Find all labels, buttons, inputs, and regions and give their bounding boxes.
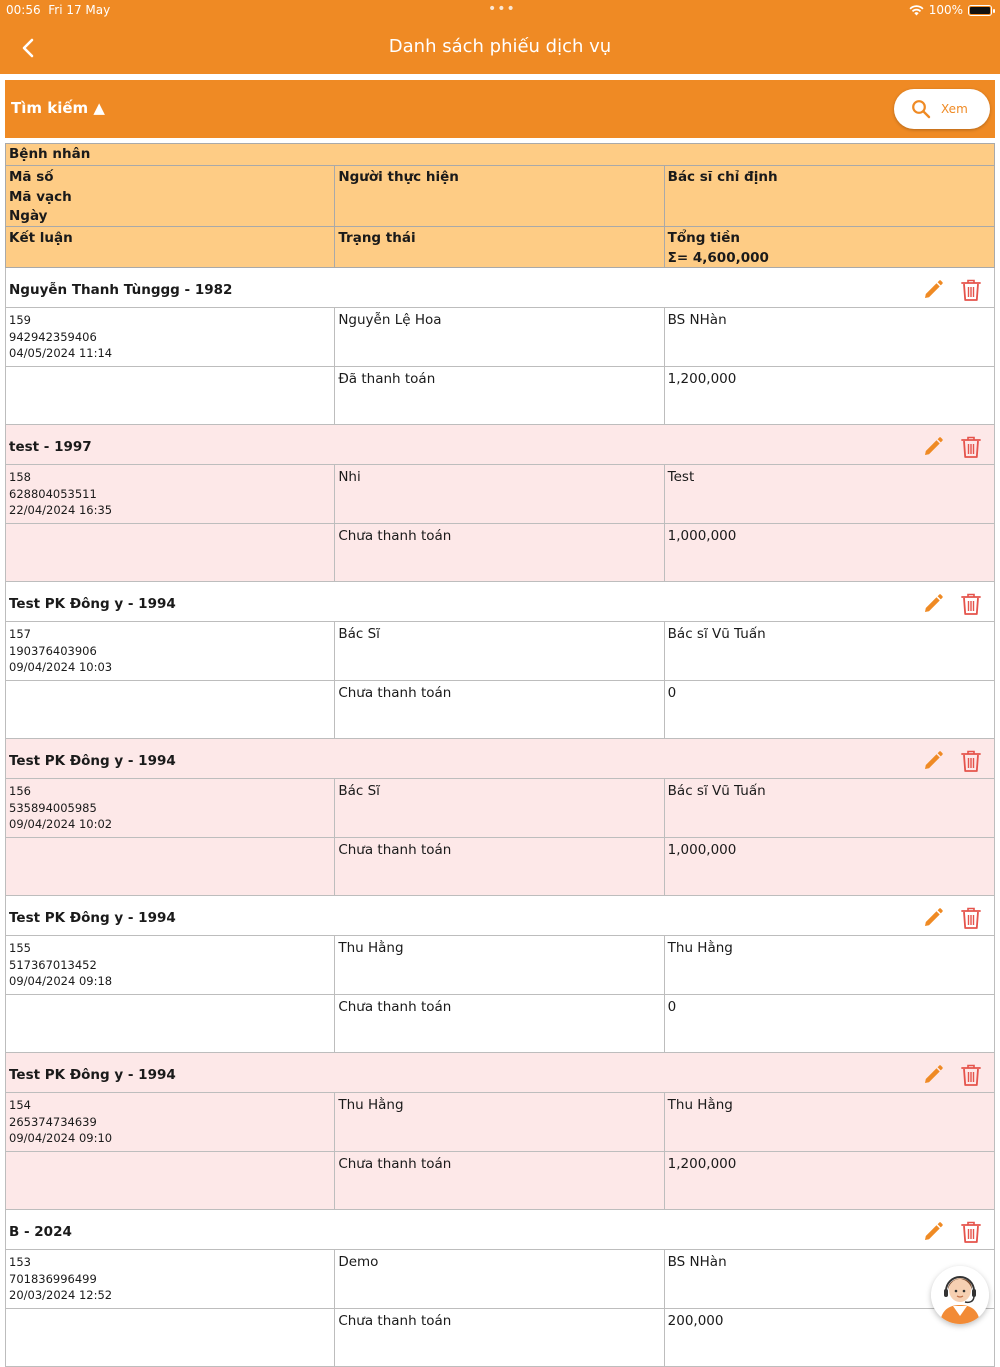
record-performer: Demo bbox=[335, 1250, 664, 1308]
record-status: Chưa thanh toán bbox=[335, 1152, 664, 1209]
record-doctor: Bác sĩ Vũ Tuấn bbox=[667, 783, 766, 799]
edit-pencil-icon[interactable] bbox=[922, 907, 944, 933]
record-performer: Thu Hằng bbox=[335, 936, 664, 994]
record-conclusion bbox=[6, 838, 335, 895]
delete-trash-icon[interactable] bbox=[960, 592, 982, 620]
record-barcode: 190376403906 bbox=[9, 643, 97, 658]
record-status: Chưa thanh toán bbox=[335, 681, 664, 738]
record-date: 22/04/2024 16:35 bbox=[9, 503, 113, 517]
table-header bbox=[5, 143, 995, 268]
record-doctor: Thu Hằng bbox=[667, 940, 733, 956]
delete-trash-icon[interactable] bbox=[960, 749, 982, 777]
record-ids bbox=[6, 622, 335, 680]
patient-name: Nguyễn Thanh Tùnggg - 1982 bbox=[9, 282, 233, 298]
record-info-row bbox=[6, 936, 994, 994]
patient-name: Test PK Đông y - 1994 bbox=[9, 910, 176, 926]
record-status-row bbox=[6, 523, 994, 581]
record-status: Chưa thanh toán bbox=[335, 995, 664, 1052]
record-ids bbox=[6, 465, 335, 523]
record-ids bbox=[6, 779, 335, 837]
battery-icon bbox=[968, 5, 992, 16]
record-status-row bbox=[6, 366, 994, 424]
view-button[interactable] bbox=[894, 89, 990, 129]
record-amount: 0 bbox=[667, 999, 677, 1015]
multitask-dots[interactable]: ••• bbox=[488, 1, 516, 17]
record-performer: Thu Hằng bbox=[335, 1093, 664, 1151]
patient-name: test - 1997 bbox=[9, 439, 92, 455]
record-code: 159 bbox=[9, 313, 31, 327]
record-doctor: Bác sĩ Vũ Tuấn bbox=[667, 626, 766, 642]
record-ids bbox=[6, 1093, 335, 1151]
record-header bbox=[6, 739, 994, 779]
table-row[interactable] bbox=[5, 425, 995, 582]
record-barcode: 265374734639 bbox=[9, 1114, 97, 1129]
record-date: 09/04/2024 09:18 bbox=[9, 974, 113, 988]
record-code: 156 bbox=[9, 784, 31, 798]
patient-name: B - 2024 bbox=[9, 1224, 72, 1240]
edit-pencil-icon[interactable] bbox=[922, 750, 944, 776]
record-info-row bbox=[6, 1093, 994, 1151]
battery-percent: 100% bbox=[928, 3, 963, 17]
record-status: Đã thanh toán bbox=[335, 367, 664, 424]
record-barcode: 517367013452 bbox=[9, 957, 97, 972]
record-header bbox=[6, 896, 994, 936]
table-row[interactable] bbox=[5, 1053, 995, 1210]
record-performer: Nguyễn Lệ Hoa bbox=[335, 308, 664, 366]
record-conclusion bbox=[6, 524, 335, 581]
header-conclusion: Kết luận bbox=[9, 230, 73, 246]
record-code: 153 bbox=[9, 1255, 31, 1269]
header-total: Tổng tiền bbox=[667, 230, 740, 246]
record-info-row bbox=[6, 1250, 994, 1308]
patient-name: Test PK Đông y - 1994 bbox=[9, 596, 176, 612]
record-info-row bbox=[6, 465, 994, 523]
record-amount: 1,200,000 bbox=[667, 1156, 737, 1172]
edit-pencil-icon[interactable] bbox=[922, 593, 944, 619]
record-status: Chưa thanh toán bbox=[335, 838, 664, 895]
record-info-row bbox=[6, 622, 994, 680]
header-patient: Bệnh nhân bbox=[9, 146, 91, 162]
record-date: 09/04/2024 10:03 bbox=[9, 660, 113, 674]
record-doctor: BS NHàn bbox=[667, 312, 727, 328]
record-amount: 0 bbox=[667, 685, 677, 701]
patient-name: Test PK Đông y - 1994 bbox=[9, 753, 176, 769]
record-code: 154 bbox=[9, 1098, 31, 1112]
record-status-row bbox=[6, 994, 994, 1052]
record-info-row bbox=[6, 779, 994, 837]
edit-pencil-icon[interactable] bbox=[922, 1221, 944, 1247]
record-conclusion bbox=[6, 995, 335, 1052]
table-row[interactable] bbox=[5, 739, 995, 896]
navigation-bar bbox=[0, 28, 1000, 68]
delete-trash-icon[interactable] bbox=[960, 435, 982, 463]
wifi-icon bbox=[909, 5, 924, 16]
record-amount: 1,000,000 bbox=[667, 842, 737, 858]
header-code: Mã số bbox=[9, 169, 54, 185]
support-avatar-button[interactable] bbox=[931, 1266, 989, 1324]
header-date: Ngày bbox=[9, 208, 48, 224]
record-header bbox=[6, 582, 994, 622]
support-agent-icon bbox=[931, 1266, 989, 1324]
header-status: Trạng thái bbox=[338, 230, 416, 246]
record-header bbox=[6, 425, 994, 465]
status-bar bbox=[0, 0, 1000, 20]
record-doctor: Thu Hằng bbox=[667, 1097, 733, 1113]
delete-trash-icon[interactable] bbox=[960, 1063, 982, 1091]
service-table bbox=[5, 143, 995, 1367]
patient-name: Test PK Đông y - 1994 bbox=[9, 1067, 176, 1083]
edit-pencil-icon[interactable] bbox=[922, 279, 944, 305]
record-date: 04/05/2024 11:14 bbox=[9, 346, 113, 360]
table-row[interactable] bbox=[5, 1210, 995, 1367]
record-doctor: BS NHàn bbox=[667, 1254, 727, 1270]
search-icon bbox=[911, 99, 931, 119]
table-row[interactable] bbox=[5, 896, 995, 1053]
header-barcode: Mã vạch bbox=[9, 188, 72, 205]
record-conclusion bbox=[6, 681, 335, 738]
record-performer: Nhi bbox=[335, 465, 664, 523]
page-title: Danh sách phiếu dịch vụ bbox=[388, 36, 612, 57]
record-ids bbox=[6, 1250, 335, 1308]
record-doctor: Test bbox=[667, 469, 695, 485]
record-status-row bbox=[6, 837, 994, 895]
record-code: 158 bbox=[9, 470, 31, 484]
record-barcode: 628804053511 bbox=[9, 486, 97, 501]
record-barcode: 535894005985 bbox=[9, 800, 97, 815]
record-code: 155 bbox=[9, 941, 31, 955]
record-status-row bbox=[6, 680, 994, 738]
delete-trash-icon[interactable] bbox=[960, 1220, 982, 1248]
search-toggle[interactable]: Tìm kiếm ▲ bbox=[11, 99, 105, 117]
header-doctor: Bác sĩ chỉ định bbox=[667, 169, 778, 185]
delete-trash-icon[interactable] bbox=[960, 278, 982, 306]
edit-pencil-icon[interactable] bbox=[922, 1064, 944, 1090]
status-time: 00:56 Fri 17 May bbox=[6, 3, 111, 17]
record-amount: 200,000 bbox=[667, 1313, 724, 1329]
record-status: Chưa thanh toán bbox=[335, 524, 664, 581]
record-date: 09/04/2024 10:02 bbox=[9, 817, 113, 831]
record-header bbox=[6, 268, 994, 308]
record-date: 20/03/2024 12:52 bbox=[9, 1288, 113, 1302]
record-status: Chưa thanh toán bbox=[335, 1309, 664, 1366]
table-row[interactable] bbox=[5, 268, 995, 425]
record-amount: 1,200,000 bbox=[667, 371, 737, 387]
app-header bbox=[0, 0, 1000, 74]
record-status-row bbox=[6, 1308, 994, 1366]
record-performer: Bác Sĩ bbox=[335, 779, 664, 837]
record-list bbox=[5, 268, 995, 1367]
record-date: 09/04/2024 09:10 bbox=[9, 1131, 113, 1145]
view-button-label: Xem bbox=[941, 102, 968, 116]
record-barcode: 701836996499 bbox=[9, 1271, 97, 1286]
record-header bbox=[6, 1053, 994, 1093]
edit-pencil-icon[interactable] bbox=[922, 436, 944, 462]
record-barcode: 942942359406 bbox=[9, 329, 97, 344]
record-info-row bbox=[6, 308, 994, 366]
record-conclusion bbox=[6, 1152, 335, 1209]
record-code: 157 bbox=[9, 627, 31, 641]
delete-trash-icon[interactable] bbox=[960, 906, 982, 934]
record-header bbox=[6, 1210, 994, 1250]
record-ids bbox=[6, 308, 335, 366]
search-panel bbox=[5, 80, 995, 138]
record-conclusion bbox=[6, 367, 335, 424]
record-ids bbox=[6, 936, 335, 994]
header-sum: Σ= 4,600,000 bbox=[667, 249, 769, 266]
record-amount: 1,000,000 bbox=[667, 528, 737, 544]
table-row[interactable] bbox=[5, 582, 995, 739]
record-status-row bbox=[6, 1151, 994, 1209]
record-conclusion bbox=[6, 1309, 335, 1366]
header-performer: Người thực hiện bbox=[338, 169, 459, 185]
record-performer: Bác Sĩ bbox=[335, 622, 664, 680]
